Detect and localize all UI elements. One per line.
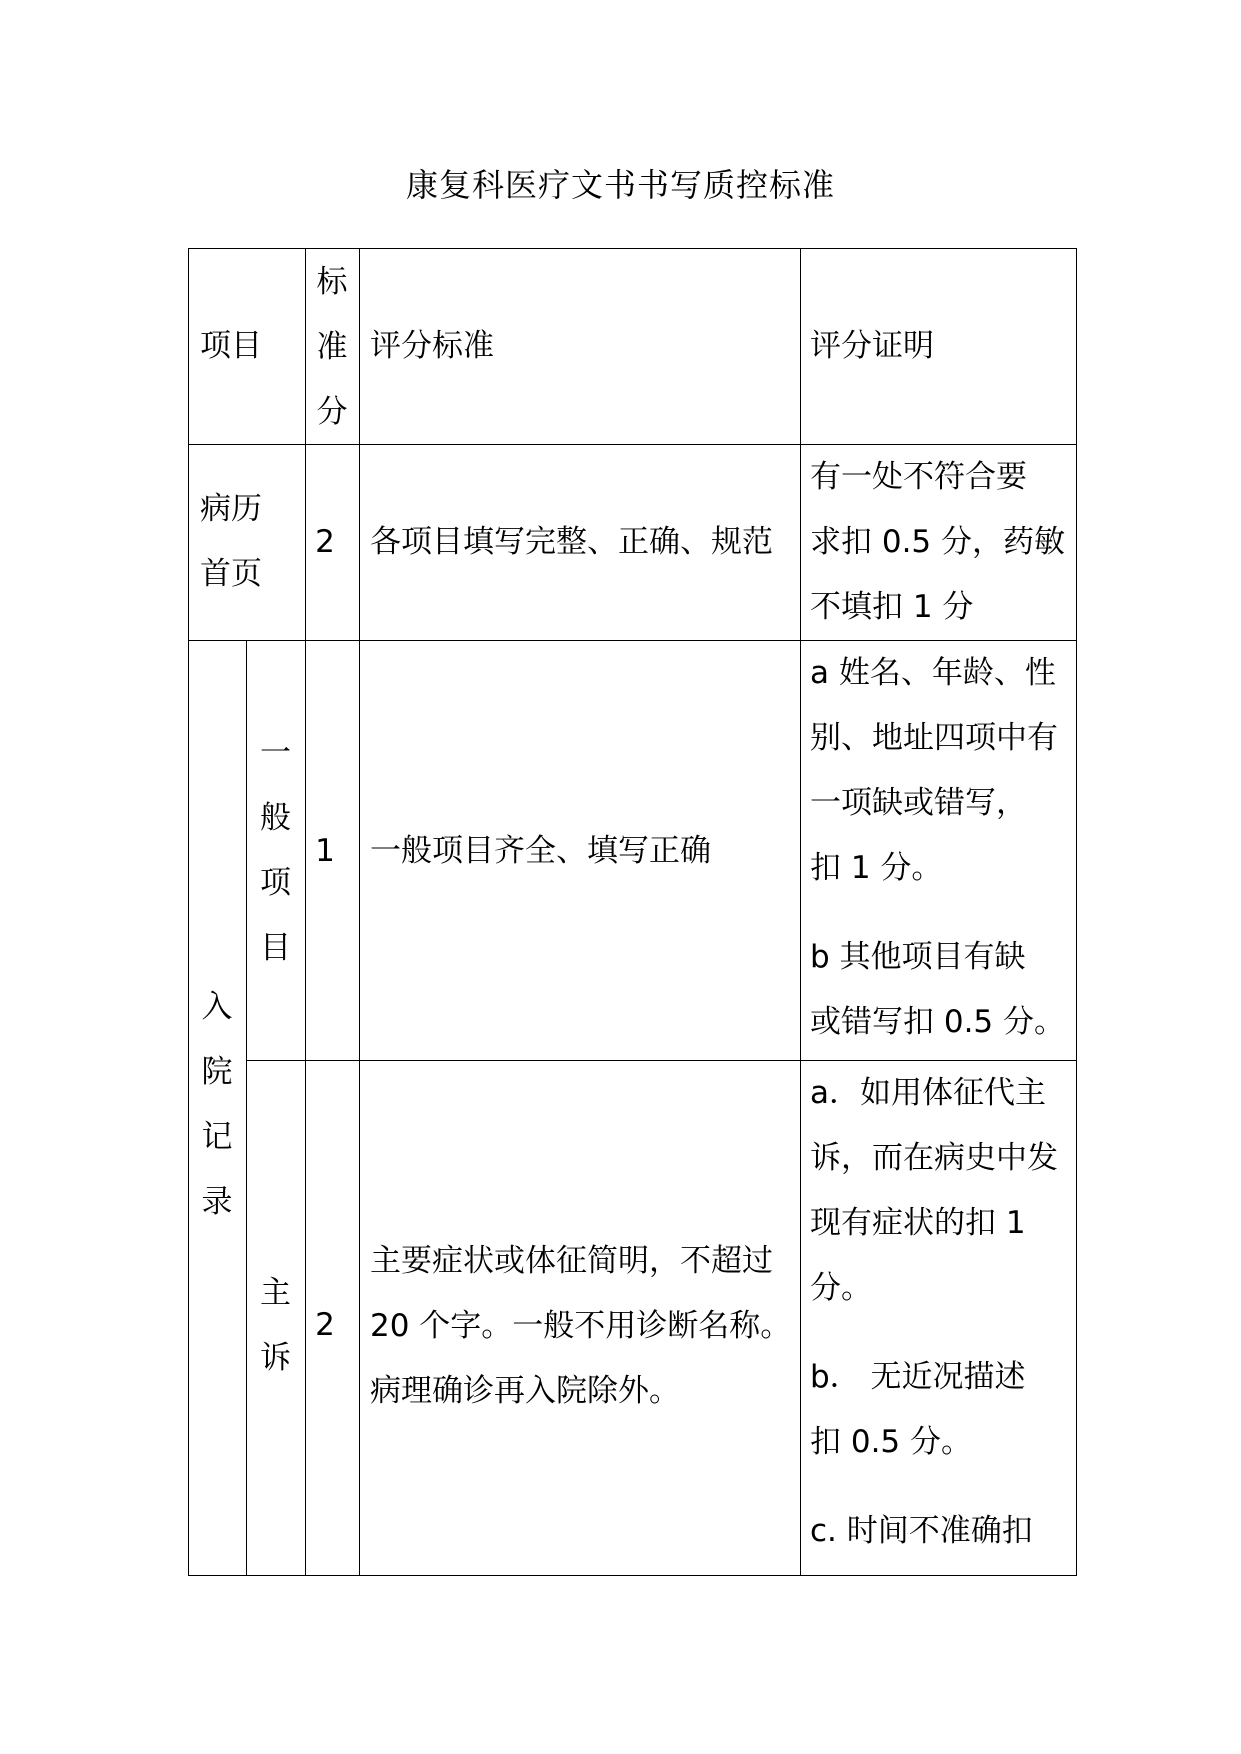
deduction-line: a 姓名、年龄、性 (810, 655, 1056, 691)
deduction-line: b 其他项目有缺 (810, 939, 1026, 975)
col-divider (359, 248, 360, 1576)
criteria-line: 20 个字。一般不用诊断名称。 (370, 1308, 792, 1344)
header-deduction: 评分证明 (810, 328, 934, 364)
deduction-line: 求扣 0.5 分，药敏 (810, 524, 1066, 560)
table-border-left (188, 248, 189, 1576)
subrow-char: 般 (260, 800, 291, 836)
header-char: 准 (316, 329, 348, 365)
deduction-paragraph (810, 1345, 1074, 1475)
subrow-deduction (810, 641, 1074, 1055)
deduction-line: 别、地址四项中有 (810, 720, 1058, 756)
criteria-line: 主要症状或体征简明，不超过 (370, 1243, 773, 1279)
table-border-right (1076, 248, 1077, 1576)
quality-control-table (188, 248, 1077, 1575)
group-char: 录 (201, 1184, 233, 1220)
subrow-criteria: 一般项目齐全、填写正确 (370, 833, 711, 869)
header-standard-score (305, 250, 359, 445)
subrow-score: 2 (315, 1307, 335, 1343)
deduction-line: 诉，而在病史中发 (810, 1140, 1058, 1176)
col-divider (800, 248, 801, 1576)
group-char: 入 (201, 989, 233, 1025)
header-char: 分 (316, 394, 348, 430)
deduction-paragraph (810, 1499, 1074, 1564)
criteria-line: 病理确诊再入院除外。 (370, 1373, 680, 1409)
deduction-line: c. 时间不准确扣 (810, 1513, 1033, 1549)
row-score: 2 (315, 524, 335, 560)
col-divider (305, 248, 306, 1576)
subrow-label-chief-complaint (246, 1261, 305, 1391)
header-char: 标 (316, 264, 348, 300)
row-deduction (810, 445, 1065, 640)
subrow-label-general (246, 721, 305, 981)
deduction-paragraph (810, 1061, 1074, 1321)
deduction-line: b． 无近况描述 (810, 1359, 1026, 1395)
deduction-line: 有一处不符合要 (810, 459, 1027, 495)
subrow-char: 目 (260, 930, 291, 966)
page-title: 康复科医疗文书书写质控标准 (405, 166, 835, 204)
deduction-paragraph (810, 925, 1074, 1055)
deduction-line: 一项缺或错写， (810, 785, 1027, 821)
deduction-line: 分。 (810, 1270, 872, 1306)
subrow-char: 一 (260, 735, 291, 771)
table-border-top (188, 248, 1077, 249)
header-criteria: 评分标准 (370, 328, 494, 364)
subrow-deduction (810, 1061, 1074, 1564)
subrow-char: 项 (260, 865, 291, 901)
deduction-line: 或错写扣 0.5 分。 (810, 1004, 1066, 1040)
subrow-criteria (370, 1229, 791, 1424)
row-item-line: 首页 (200, 556, 262, 592)
header-item: 项目 (200, 328, 262, 364)
row-item-label (200, 477, 262, 607)
deduction-paragraph (810, 641, 1074, 901)
subrow-score: 1 (315, 833, 335, 869)
table-border-bottom (188, 1575, 1077, 1576)
subrow-char: 主 (260, 1275, 291, 1311)
row-item-line: 病历 (200, 491, 262, 527)
group-char: 院 (201, 1054, 233, 1090)
deduction-line: 不填扣 1 分 (810, 589, 974, 625)
row-criteria: 各项目填写完整、正确、规范 (370, 524, 773, 560)
group-char: 记 (201, 1119, 233, 1155)
deduction-line: 扣 1 分。 (810, 850, 943, 886)
deduction-line: 现有症状的扣 1 (810, 1205, 1026, 1241)
deduction-line: 扣 0.5 分。 (810, 1424, 973, 1460)
deduction-line: a．如用体征代主 (810, 1075, 1046, 1111)
group-label-admission-record (188, 975, 246, 1235)
subrow-char: 诉 (260, 1340, 291, 1376)
